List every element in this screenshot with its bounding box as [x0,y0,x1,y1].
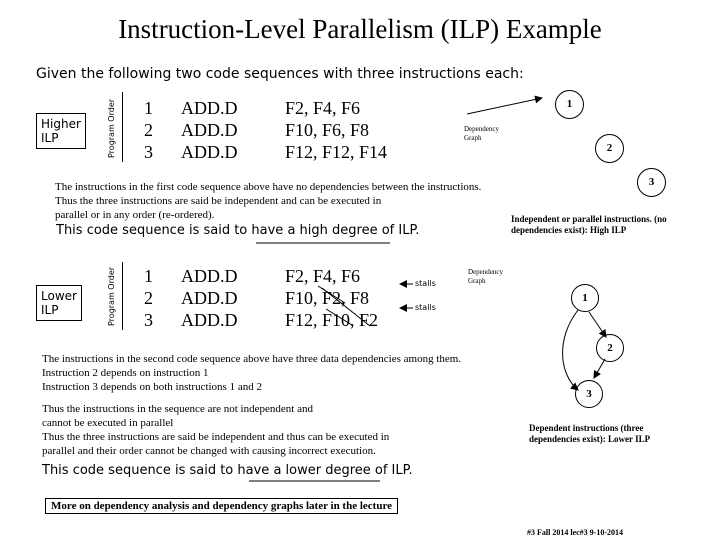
top-program-order-line [122,92,123,162]
bottom-node-3: 3 [575,380,603,408]
bottom-node-2: 2 [596,334,624,362]
bottom-opcodes: ADD.D ADD.D ADD.D [181,266,238,330]
bottom-operands: F2, F4, F6 F10, F2, F8 F12, F10, F2 [285,266,379,330]
higher-ilp-label: Higher ILP [36,113,86,149]
lower-ilp-label: Lower ILP [36,285,82,321]
bottom-explanation: The instructions in the second code sequence above have three data dependencies among them. Instruction 2 depends on instruction 1 Instruction 3 depends on both instructions 1 and 2 [42,353,462,393]
bottom-summary: This code sequence is said to have a lower degree of ILP. [42,463,413,478]
top-note: Independent or parallel instructions. (no dependencies exist): High ILP [511,214,667,235]
top-instruction-numbers: 1 2 3 [144,98,153,162]
top-dependency-graph-label: Dependency Graph [464,125,499,142]
bottom-explanation-2: Thus the instructions in the sequence are not independent and cannot be executed in parallel Thus the three instructions are said be independent and thus can be executed in parallel and their order cannot be changed with causing incorrect execution. [42,403,390,457]
bottom-program-order-label: Program Order [107,266,116,326]
slide-subtitle: Given the following two code sequences with three instructions each: [36,66,524,82]
top-opcodes: ADD.D ADD.D ADD.D [181,98,238,162]
bottom-program-order-line [122,262,123,330]
top-dep-arrow [467,98,542,114]
graph-arrow-1-2 [589,312,606,337]
bottom-instruction-numbers: 1 2 3 [144,266,153,330]
bottom-node-1: 1 [571,284,599,312]
top-node-3: 3 [637,168,666,197]
bottom-note: Dependent instructions (three dependencies exist): Lower ILP [529,423,651,444]
top-explanation: The instructions in the first code sequence above have no dependencies between the instructions. Thus the three instructions are said be independent and can be executed in parallel or in any order (re-ordered). [55,181,482,221]
top-node-2: 2 [595,134,624,163]
top-summary: This code sequence is said to have a high degree of ILP. [56,223,420,238]
stalls-label-2: stalls [415,303,436,312]
slide-title: Instruction-Level Parallelism (ILP) Example [118,14,602,44]
top-program-order-label: Program Order [107,98,116,158]
bottom-dependency-graph-label: Dependency Graph [468,268,503,285]
footer-box: More on dependency analysis and dependency graphs later in the lecture [45,498,398,514]
top-node-1: 1 [555,90,584,119]
top-operands: F2, F4, F6 F10, F6, F8 F12, F12, F14 [285,98,388,162]
footer-course-date: #3 Fall 2014 lec#3 9-10-2014 [527,528,623,537]
graph-arrow-1-3 [563,310,578,390]
graph-arrow-2-3 [594,359,605,378]
stalls-label-1: stalls [415,279,436,288]
